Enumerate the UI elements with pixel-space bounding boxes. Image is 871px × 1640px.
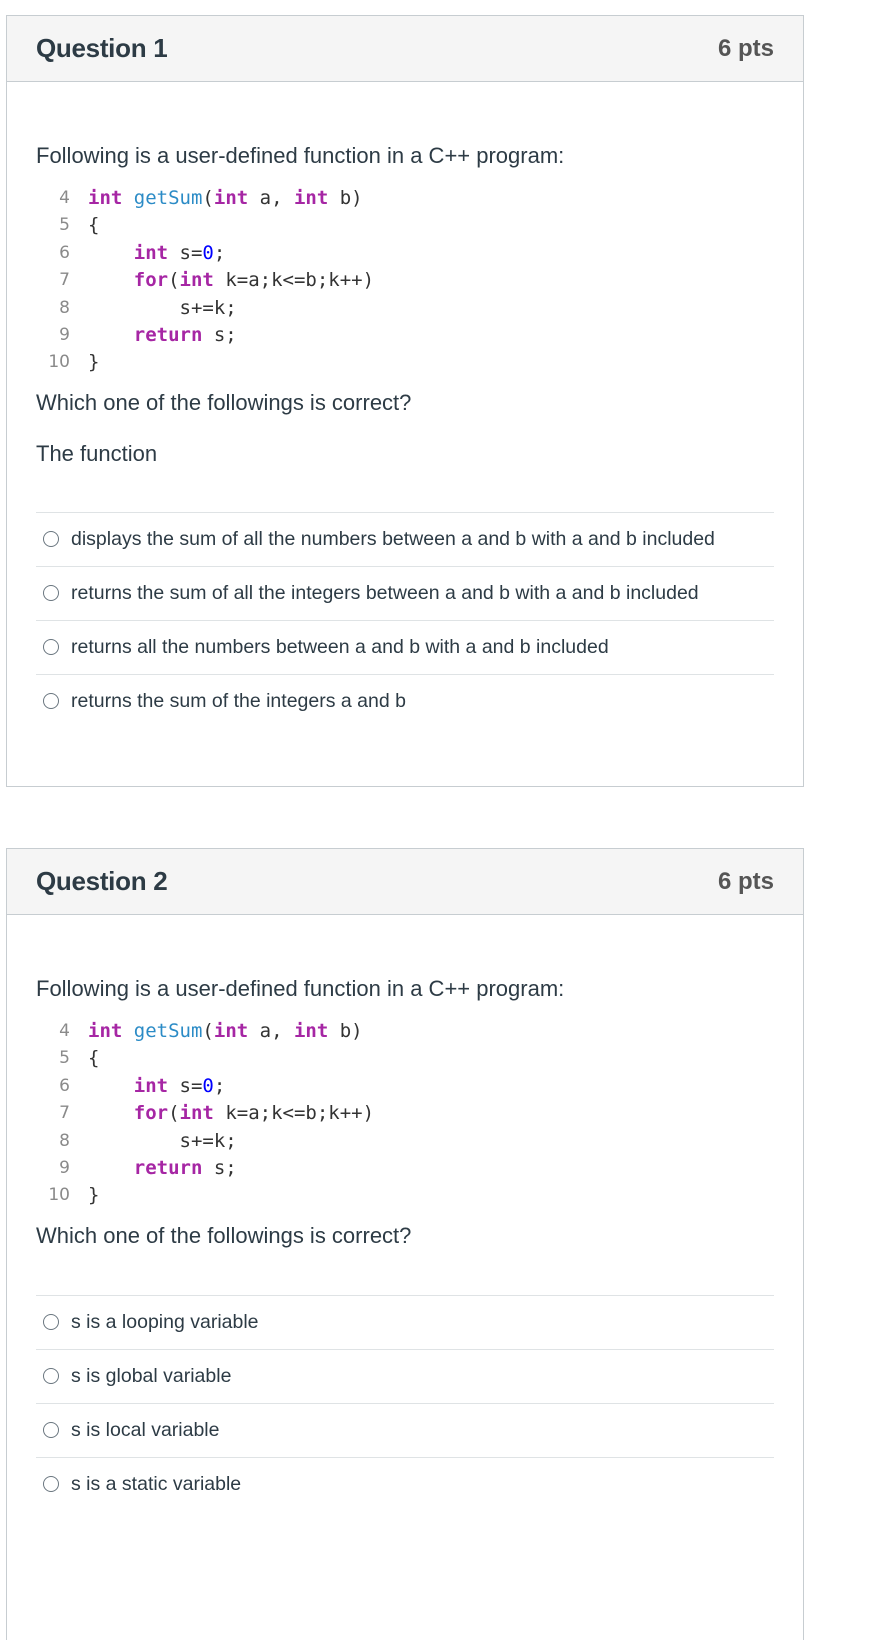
code-token: [88, 242, 134, 264]
answer-label[interactable]: s is a looping variable: [71, 1310, 259, 1333]
code-text: [88, 267, 374, 294]
line-number: 7: [59, 270, 70, 291]
code-line: [36, 1100, 774, 1127]
code-token: ;: [213, 1074, 226, 1097]
code-line: [36, 1045, 774, 1072]
code-line: [36, 322, 774, 349]
question-title: Question 2: [36, 866, 168, 896]
code-token: s;: [202, 1156, 237, 1179]
answer-option[interactable]: [36, 566, 774, 620]
line-number: 6: [59, 1075, 70, 1096]
line-number: 4: [59, 1021, 70, 1041]
code-token: int: [133, 241, 169, 264]
code-token: [88, 324, 134, 346]
code-token: [88, 1157, 134, 1179]
code-token: s+=k;: [88, 296, 237, 319]
code-line: [36, 1073, 774, 1100]
radio-button[interactable]: [43, 639, 59, 655]
question-subprompt: The function: [36, 440, 158, 466]
code-token: 0: [202, 241, 214, 264]
code-text: [88, 212, 99, 239]
code-token: getSum: [133, 1020, 203, 1042]
question-body: [7, 82, 803, 728]
line-number: 8: [59, 297, 70, 318]
code-token: b): [328, 187, 363, 209]
code-line: [36, 1018, 774, 1045]
code-token: (: [202, 187, 214, 209]
question-prompt: Which one of the followings is correct?: [36, 1222, 412, 1248]
radio-button[interactable]: [43, 531, 59, 547]
code-text: [88, 295, 237, 322]
line-number: 9: [59, 1157, 70, 1178]
question-header: [7, 849, 803, 915]
line-number: 5: [59, 1048, 70, 1069]
question-prompt: Which one of the followings is correct?: [36, 389, 412, 415]
answer-label[interactable]: displays the sum of all the numbers between a and b with a and b included: [71, 527, 715, 550]
code-token: [88, 1075, 134, 1097]
code-block: [36, 1018, 774, 1210]
code-line: [36, 295, 774, 322]
code-token: int: [133, 1074, 169, 1097]
code-line: [36, 1128, 774, 1155]
answer-list: [36, 512, 774, 728]
code-token: getSum: [133, 187, 203, 209]
code-token: s=: [168, 241, 203, 264]
question-header: [7, 16, 803, 82]
code-token: b): [328, 1020, 363, 1042]
code-token: [88, 1102, 134, 1124]
answer-option[interactable]: [36, 1349, 774, 1403]
answer-label[interactable]: s is local variable: [71, 1418, 220, 1441]
code-token: int: [179, 269, 214, 292]
question-points: 6 pts: [717, 867, 774, 895]
code-line: [36, 1182, 774, 1209]
answer-label[interactable]: s is global variable: [71, 1364, 232, 1387]
code-token: s=: [168, 1074, 203, 1097]
answer-option[interactable]: [36, 674, 774, 728]
question-2: [6, 848, 804, 1640]
answer-list: [36, 1295, 774, 1511]
code-token: k=a;k<=b;k++): [213, 1102, 375, 1125]
code-token: a,: [248, 1020, 294, 1042]
radio-button[interactable]: [43, 693, 59, 709]
code-token: return: [133, 323, 203, 346]
code-token: {: [88, 214, 100, 237]
answer-option[interactable]: [36, 1295, 774, 1349]
code-text: [88, 1155, 237, 1182]
code-token: (: [168, 1102, 180, 1125]
code-text: [88, 349, 99, 376]
question-title: Question 1: [36, 33, 168, 63]
line-number: 10: [48, 352, 70, 373]
code-token: a,: [248, 187, 294, 209]
radio-button[interactable]: [43, 585, 59, 601]
code-token: s+=k;: [88, 1129, 237, 1152]
code-text: [88, 185, 363, 212]
code-token: int: [213, 1020, 249, 1042]
line-number: 9: [59, 324, 70, 345]
radio-button[interactable]: [43, 1476, 59, 1492]
code-token: [122, 1020, 133, 1042]
code-token: }: [88, 1184, 100, 1207]
code-line: [36, 267, 774, 294]
code-text: [88, 1073, 225, 1100]
code-token: int: [293, 187, 329, 209]
answer-option[interactable]: [36, 1403, 774, 1457]
code-line: [36, 185, 774, 212]
code-text: [88, 1128, 237, 1155]
code-token: for: [133, 269, 169, 292]
code-line: [36, 212, 774, 239]
answer-option[interactable]: [36, 1457, 774, 1511]
code-token: ;: [213, 241, 226, 264]
code-token: k=a;k<=b;k++): [213, 269, 375, 292]
line-number: 7: [59, 1103, 70, 1124]
code-token: for: [133, 1102, 169, 1125]
question-intro: Following is a user-defined function in a C++ program:: [36, 976, 565, 1001]
code-token: int: [213, 187, 249, 209]
answer-label[interactable]: returns the sum of all the integers between a and b with a and b included: [71, 581, 699, 604]
code-token: [88, 269, 134, 291]
code-token: (: [168, 269, 180, 292]
code-token: [122, 187, 133, 209]
radio-button[interactable]: [43, 1422, 59, 1438]
code-text: [88, 240, 225, 267]
code-token: (: [202, 1020, 214, 1042]
code-token: {: [88, 1047, 100, 1070]
question-points: 6 pts: [717, 34, 774, 62]
code-token: s;: [202, 323, 237, 346]
code-text: [88, 1100, 374, 1127]
code-text: [88, 1018, 363, 1045]
question-intro: Following is a user-defined function in a C++ program:: [36, 143, 565, 168]
line-number: 4: [59, 188, 70, 208]
answer-option[interactable]: [36, 512, 774, 566]
code-text: [88, 1045, 99, 1072]
code-token: }: [88, 351, 100, 374]
code-line: [36, 240, 774, 267]
code-line: [36, 349, 774, 376]
answer-label[interactable]: s is a static variable: [71, 1472, 242, 1495]
code-token: 0: [202, 1074, 214, 1097]
code-text: [88, 322, 237, 349]
code-token: int: [179, 1102, 214, 1125]
answer-label[interactable]: returns the sum of the integers a and b: [71, 689, 406, 712]
code-token: int: [293, 1020, 329, 1042]
answer-label[interactable]: returns all the numbers between a and b with a and b included: [71, 635, 609, 658]
question-body: [7, 915, 803, 1511]
code-token: int: [88, 1020, 123, 1042]
radio-button[interactable]: [43, 1368, 59, 1384]
code-line: [36, 1155, 774, 1182]
code-token: int: [88, 187, 123, 209]
line-number: 5: [59, 215, 70, 236]
question-1: [6, 15, 804, 787]
code-text: [88, 1182, 99, 1209]
line-number: 8: [59, 1130, 70, 1151]
line-number: 6: [59, 242, 70, 263]
line-number: 10: [48, 1185, 70, 1206]
radio-button[interactable]: [43, 1314, 59, 1330]
code-token: return: [133, 1156, 203, 1179]
answer-option[interactable]: [36, 620, 774, 674]
code-block: [36, 185, 774, 377]
